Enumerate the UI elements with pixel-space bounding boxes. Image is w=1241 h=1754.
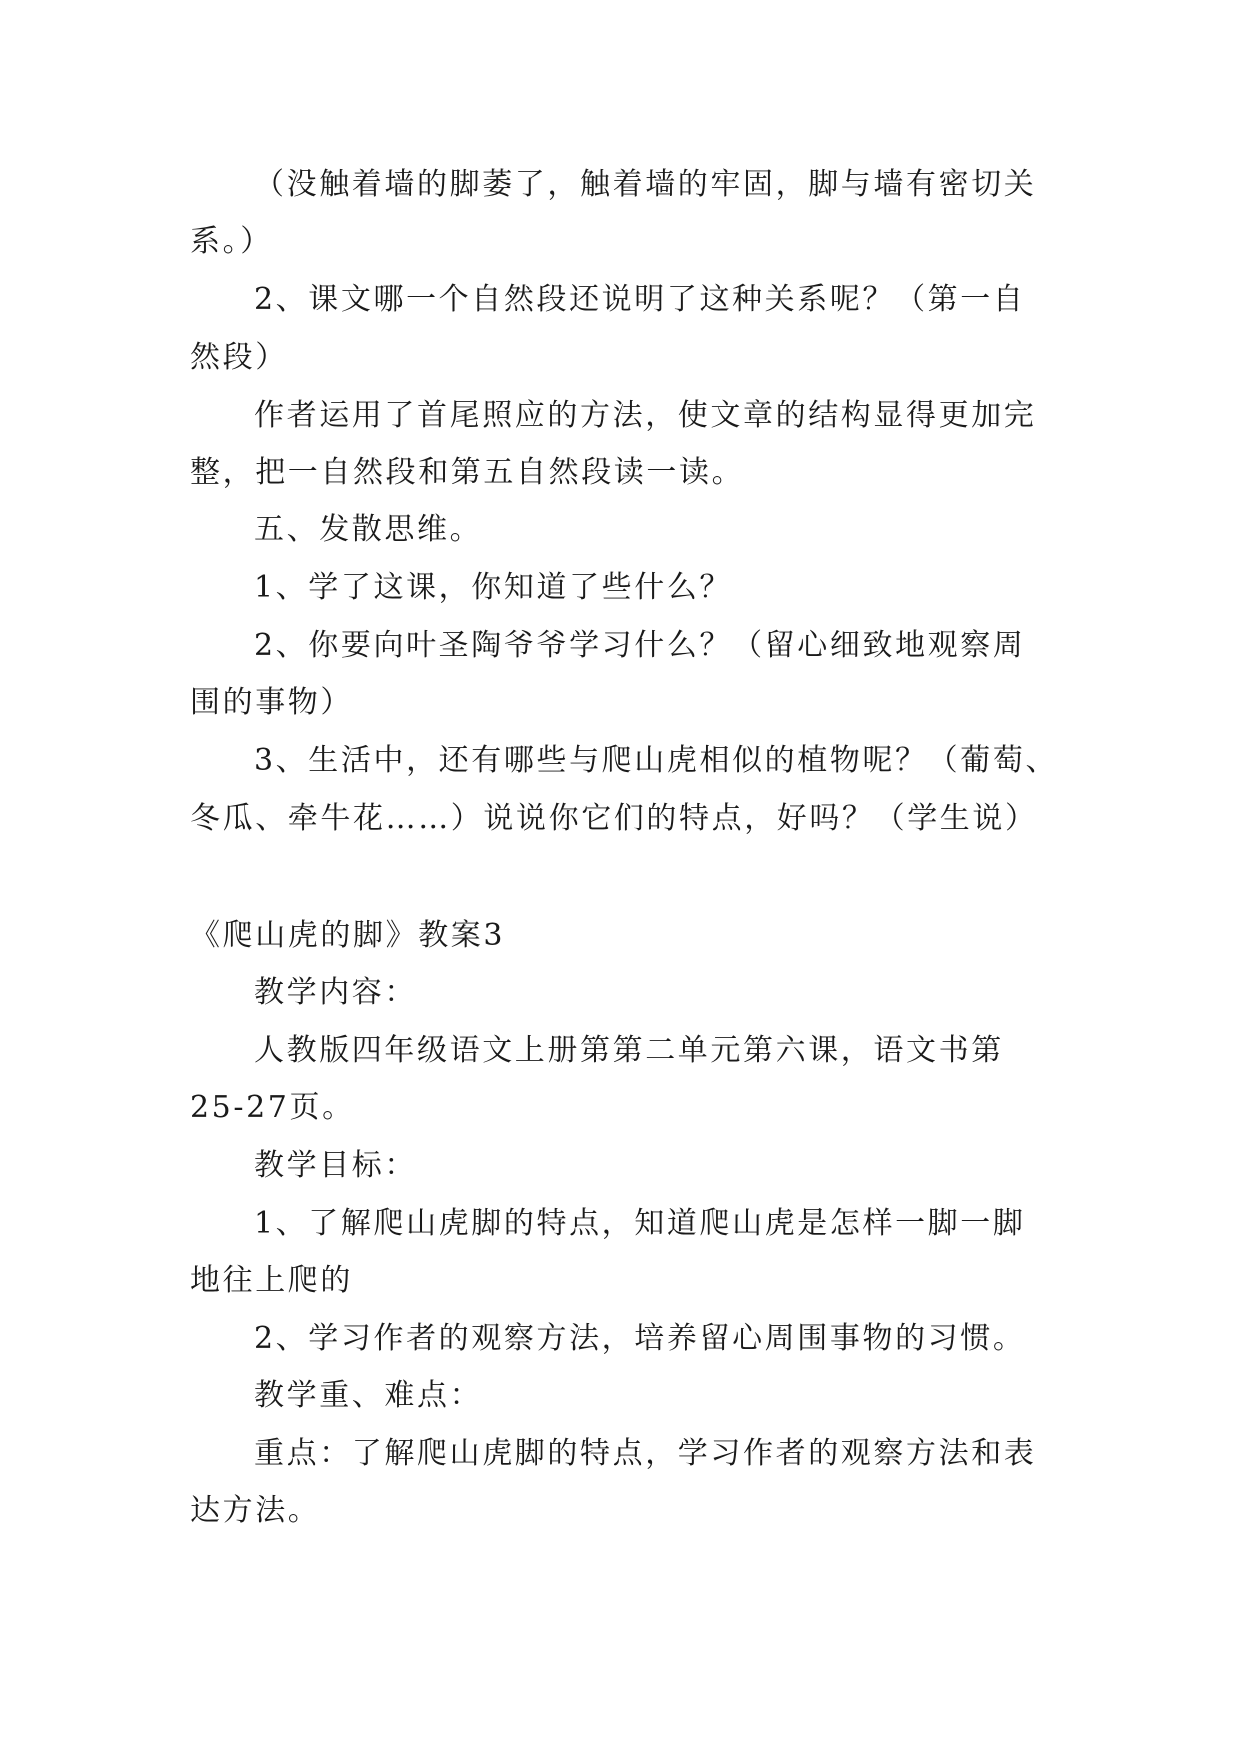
paragraph-line: 25-27页。 [190, 1090, 355, 1125]
section-heading: 五、发散思维。 [254, 512, 483, 547]
paragraph-line: 1、了解爬山虎脚的特点，知道爬山虎是怎样一脚一脚 [254, 1206, 1026, 1241]
section-heading: 教学目标： [254, 1148, 417, 1183]
section-heading: 教学内容： [254, 975, 417, 1010]
section-heading: 教学重、难点： [254, 1378, 483, 1413]
paragraph-line: 系。） [190, 224, 273, 259]
paragraph-line: 1、学了这课，你知道了些什么？ [254, 570, 733, 605]
paragraph-line: 2、学习作者的观察方法，培养留心周围事物的习惯。 [254, 1321, 1026, 1356]
paragraph-line: 2、课文哪一个自然段还说明了这种关系呢？（第一自 [254, 282, 1026, 317]
paragraph-line: 人教版四年级语文上册第第二单元第六课，语文书第 [254, 1033, 1004, 1068]
document-title: 《爬山虎的脚》教案3 [190, 918, 506, 953]
paragraph-line: （没触着墙的脚萎了，触着墙的牢固，脚与墙有密切关 [254, 167, 1037, 202]
paragraph-line: 2、你要向叶圣陶爷爷学习什么？（留心细致地观察周 [254, 628, 1026, 663]
paragraph-line: 作者运用了首尾照应的方法，使文章的结构显得更加完 [254, 398, 1037, 433]
paragraph-line: 整，把一自然段和第五自然段读一读。 [190, 455, 745, 490]
paragraph-line: 地往上爬的 [190, 1263, 353, 1298]
paragraph-line: 3、生活中，还有哪些与爬山虎相似的植物呢？（葡萄、 [254, 743, 1059, 778]
paragraph-line: 然段） [190, 340, 288, 375]
paragraph-line: 冬瓜、牵牛花……）说说你它们的特点，好吗？（学生说） [190, 801, 1038, 836]
paragraph-line: 围的事物） [190, 685, 353, 720]
paragraph-line: 重点：了解爬山虎脚的特点，学习作者的观察方法和表 [254, 1436, 1037, 1471]
paragraph-line: 达方法。 [190, 1493, 321, 1528]
